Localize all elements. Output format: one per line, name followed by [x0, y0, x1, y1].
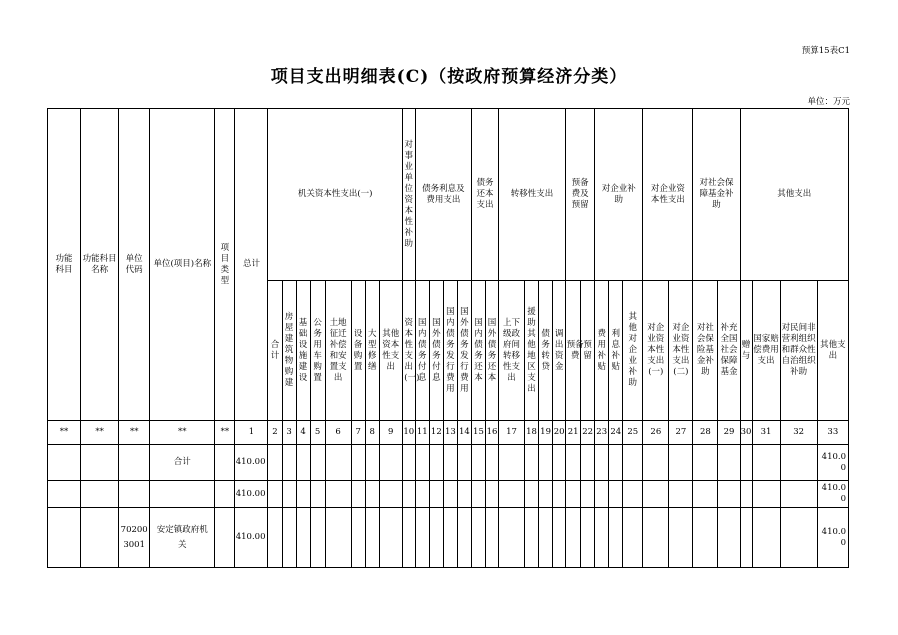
sub-header: 大型修缮 [365, 281, 379, 421]
header-group-transfer: 转移性支出 [498, 109, 565, 281]
index-cell: 12 [429, 421, 443, 445]
cell-unit-name: 安定镇政府机关 [150, 508, 215, 568]
marker-cell: ** [150, 421, 215, 445]
header-total: 总计 [235, 109, 268, 421]
table-row [48, 445, 849, 481]
index-cell: 9 [379, 421, 402, 445]
cell-unit-name: 合计 [150, 445, 215, 481]
cell-other-expenditure: 410.00 [817, 481, 848, 508]
index-cell: 13 [443, 421, 457, 445]
header-row-1 [48, 109, 849, 281]
header-func-name: 功能科目名称 [81, 109, 119, 421]
marker-cell: ** [81, 421, 119, 445]
sub-header: 预留 [581, 281, 595, 421]
sub-header: 国外债务付息 [429, 281, 443, 421]
sub-header: 债务转贷 [539, 281, 553, 421]
sub-header: 合计 [268, 281, 282, 421]
cell-total: 410.00 [235, 445, 268, 481]
header-group-enterprise-subsidy: 对企业补助 [595, 109, 643, 281]
sub-header: 其他对企业补助 [623, 281, 643, 421]
index-cell: 10 [402, 421, 415, 445]
index-cell: 3 [282, 421, 296, 445]
form-code: 预算15表C1 [801, 46, 850, 56]
index-cell: 5 [310, 421, 325, 445]
cell-func-name [81, 508, 119, 568]
index-cell: 16 [485, 421, 498, 445]
cell-proj-type [215, 445, 235, 481]
cell-func-subject [48, 508, 81, 568]
sub-header: 调出资金 [553, 281, 566, 421]
index-cell: 2 [268, 421, 282, 445]
expenditure-table [47, 108, 849, 568]
sub-header: 资本性支出(一) [402, 281, 415, 421]
sub-header: 设备购置 [351, 281, 365, 421]
header-group-reserve: 预备费及预留 [566, 109, 595, 281]
marker-cell: ** [48, 421, 81, 445]
sub-header: 援助其他地区支出 [525, 281, 539, 421]
sub-header: 赠与 [740, 281, 752, 421]
index-cell: 4 [296, 421, 310, 445]
cell-other-expenditure: 410.00 [817, 508, 848, 568]
index-cell: 6 [325, 421, 351, 445]
sub-header: 对民间非营利组织和群众性自治组织补助 [780, 281, 817, 421]
sub-header: 其他资本性支出 [379, 281, 402, 421]
header-unit-code: 单位代码 [119, 109, 150, 421]
sub-header: 房屋建筑物购建 [282, 281, 296, 421]
header-group-debt-principal: 债务还本支出 [471, 109, 498, 281]
sub-header: 基础设施建设 [296, 281, 310, 421]
index-cell: 31 [752, 421, 780, 445]
page-title: 项目支出明细表(C)（按政府预算经济分类） [270, 67, 628, 87]
index-cell: 22 [581, 421, 595, 445]
index-cell: 24 [609, 421, 623, 445]
sub-header: 国内债务发行费用 [443, 281, 457, 421]
header-group-debt-interest: 债务利息及费用支出 [415, 109, 471, 281]
cell-func-subject [48, 445, 81, 481]
sub-header: 国外债务发行费用 [457, 281, 471, 421]
cell-unit-code: 702003001 [119, 508, 150, 568]
cell-func-subject [48, 481, 81, 508]
header-unit-name: 单位(项目)名称 [150, 109, 215, 421]
sub-header: 费用补贴 [595, 281, 609, 421]
header-group-social-security: 对社会保障基金补助 [693, 109, 740, 281]
header-group-enterprise-capital: 对企业资本性支出 [643, 109, 693, 281]
index-cell: 19 [539, 421, 553, 445]
cell-total: 410.00 [235, 481, 268, 508]
sub-header: 补充全国社会保障基金 [718, 281, 740, 421]
cell-unit-name [150, 481, 215, 508]
sub-header: 国家赔偿费用支出 [752, 281, 780, 421]
sub-header: 对企业资本性支出(一) [643, 281, 669, 421]
marker-cell: ** [215, 421, 235, 445]
sub-header: 土地征迁补偿和安置支出 [325, 281, 351, 421]
index-cell: 11 [415, 421, 429, 445]
cell-func-name [81, 445, 119, 481]
index-cell: 14 [457, 421, 471, 445]
sub-header: 对社会保险基金补助 [693, 281, 718, 421]
sub-header: 预备费 [566, 281, 581, 421]
header-proj-type: 项目类型 [215, 109, 235, 421]
index-cell: 25 [623, 421, 643, 445]
index-cell: 17 [498, 421, 524, 445]
cell-func-name [81, 481, 119, 508]
marker-cell: ** [119, 421, 150, 445]
cell-proj-type [215, 481, 235, 508]
index-cell: 33 [817, 421, 848, 445]
index-cell: 21 [566, 421, 581, 445]
index-cell: 15 [471, 421, 485, 445]
sub-header: 国外债务还本 [485, 281, 498, 421]
index-cell: 27 [669, 421, 693, 445]
unit-label: 单位：万元 [807, 97, 850, 107]
index-row [48, 421, 849, 445]
header-group-capital-1: 机关资本性支出(一) [268, 109, 402, 281]
index-cell: 8 [365, 421, 379, 445]
sub-header: 国内债务付息 [415, 281, 429, 421]
index-cell: 20 [553, 421, 566, 445]
table-row [48, 508, 849, 568]
header-group-other: 其他支出 [740, 109, 848, 281]
index-cell: 23 [595, 421, 609, 445]
cell-unit-code [119, 445, 150, 481]
table-row [48, 481, 849, 508]
cell-unit-code [119, 481, 150, 508]
index-cell: 1 [235, 421, 268, 445]
sub-header: 公务用车购置 [310, 281, 325, 421]
index-cell: 30 [740, 421, 752, 445]
cell-total: 410.00 [235, 508, 268, 568]
index-cell: 28 [693, 421, 718, 445]
sub-header: 利息补贴 [609, 281, 623, 421]
index-cell: 18 [525, 421, 539, 445]
header-group-institution-capital: 对事业单位资本性补助 [402, 109, 415, 281]
header-func-subject: 功能科目 [48, 109, 81, 421]
cell-other-expenditure: 410.00 [817, 445, 848, 481]
index-cell: 32 [780, 421, 817, 445]
index-cell: 29 [718, 421, 740, 445]
sub-header: 上下级政府间转移性支出 [498, 281, 524, 421]
sub-header: 国内债务还本 [471, 281, 485, 421]
sub-header: 其他支出 [817, 281, 848, 421]
sub-header: 对企业资本性支出(二) [669, 281, 693, 421]
index-cell: 26 [643, 421, 669, 445]
index-cell: 7 [351, 421, 365, 445]
cell-proj-type [215, 508, 235, 568]
